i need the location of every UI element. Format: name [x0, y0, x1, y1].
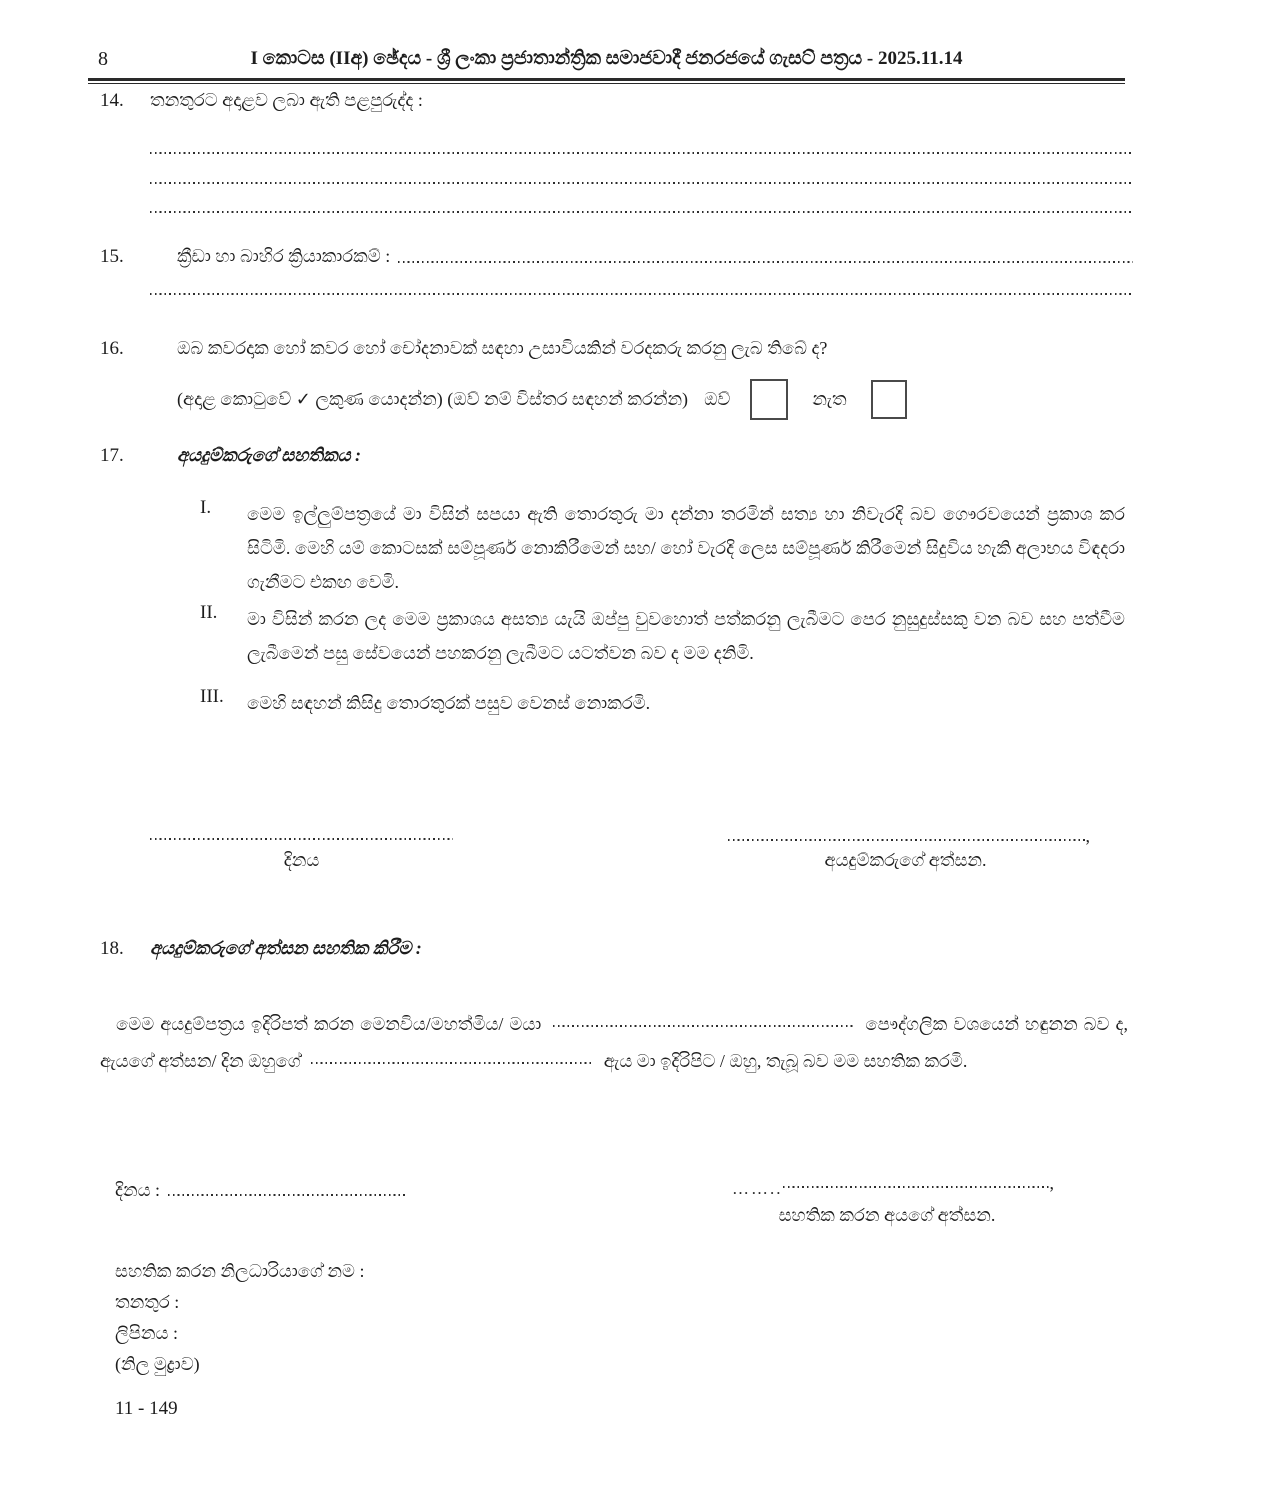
experience-blank-line-3	[150, 211, 1132, 213]
certifier-date-label: දිනය :	[115, 1180, 161, 1200]
clause-i-text: මෙම ඉල්ලුම්පත්‍රයේ මා විසින් සපයා ඇති තොරතුරු මා දන්නා තරමින් සත්‍ය හා නිවැරදි බව ගෞරවයෙන් ප්‍රකාශ කර සිටිමි. මෙහි යම් කොටසක් සම්පූර්ණ නොකිරීමෙන් සහ/ හෝ වැරදි ලෙස සම්පූර්ණ කිරීමෙන් සිදුවිය හැකි අලාභය විඳදරා ගැනීමට එකඟ වෙමි.	[247, 504, 1125, 592]
item-14-number: 14.	[100, 90, 124, 111]
attestation-text-1: මෙම අයදුම්පත්‍රය ඉදිරිපත් කරන මෙනවිය/මහත්මිය/ මයා	[116, 1014, 542, 1034]
item-14	[100, 90, 1135, 112]
certifier-signature-line	[732, 1173, 1054, 1198]
certifier-signature-label: සහතික කරන අයගේ අත්සන.	[778, 1205, 996, 1225]
item-17-number: 17.	[100, 445, 124, 466]
clause-iii	[200, 686, 1125, 720]
attestation-text-2: පෞද්ගලික වශයෙන් හඳුනන බව ද, ඇයගේ අත්සන/ දින ඔහුගේ	[100, 1014, 1128, 1071]
officer-position-label: තනතුර :	[115, 1292, 180, 1312]
clause-i-number: I.	[200, 497, 212, 518]
yes-label: ඔව්	[704, 388, 731, 409]
experience-label: තනතුරට අදාළව ලබා ඇති පළපුරුද්ද :	[150, 90, 423, 110]
certifier-date-row	[115, 1180, 406, 1201]
gazette-code: 11 - 149	[115, 1398, 178, 1419]
no-label: නැත	[812, 388, 847, 409]
item-16	[100, 338, 1135, 360]
applicant-signature-comma: ,	[1085, 826, 1090, 846]
certifier-leader-dots: ……..	[732, 1179, 783, 1198]
tick-instruction: (අදාළ කොටුවේ ✓ ලකුණ යොදන්න) (ඔව් නම් විස්තර සඳහන් කරන්න)	[177, 388, 689, 409]
page-number: 8	[98, 48, 108, 70]
conviction-question: ඔබ කවරදාක හෝ කවර හෝ චෝදනාවක් සඳහා උසාවියකින් වරදකරු කරනු ලැබ තිබේ ද?	[177, 338, 828, 358]
officer-address-label: ලිපිනය :	[115, 1323, 178, 1343]
gazette-title: I කොටස (IIඅ) ඡේදය - ශ්‍රී ලංකා ප්‍රජාතාන්ත්‍රික සමාජවාදී ජනරජයේ ගැසට් පත්‍රය - 2025.11.14	[250, 48, 963, 69]
item-16-number: 16.	[100, 338, 124, 359]
applicant-certification-heading: අයදුම්කරුගේ සහතිකය :	[177, 445, 362, 465]
item-16-answer-row	[177, 378, 907, 420]
officer-name-label: සහතික කරන නිලධාරියාගේ නම :	[115, 1261, 365, 1281]
applicant-date-label: දිනය	[283, 850, 320, 870]
attested-signature-date-blank	[311, 1062, 593, 1064]
attestation-heading: අයදුම්කරුගේ අත්සන සහතික කිරීම :	[150, 938, 422, 958]
clause-ii-number: II.	[200, 602, 218, 623]
sports-blank-inline	[398, 261, 1133, 263]
yes-checkbox[interactable]	[750, 379, 788, 420]
certifier-signature-dots	[783, 1186, 1050, 1188]
sports-blank-line-2	[150, 293, 1132, 295]
clause-ii	[200, 602, 1125, 670]
no-checkbox[interactable]	[871, 380, 907, 419]
experience-blank-line-2	[150, 182, 1132, 184]
clause-i	[200, 497, 1125, 599]
attested-name-blank	[553, 1025, 853, 1027]
clause-iii-text: මෙහි සඳහන් කිසිදු තොරතුරක් පසුව වෙනස් නොකරමි.	[247, 693, 651, 713]
certifier-date-blank	[168, 1194, 406, 1196]
item-17	[100, 445, 1135, 467]
official-seal-label: (නිල මුද්‍රාව)	[115, 1354, 200, 1374]
applicant-signature-dots	[728, 839, 1086, 841]
attestation-paragraph	[100, 1006, 1128, 1080]
applicant-signature-label: අයදුම්කරුගේ අත්සන.	[824, 850, 987, 870]
applicant-signature-line	[728, 826, 1090, 847]
clause-ii-text: මා විසින් කරන ලද මෙම ප්‍රකාශය අසත්‍ය යැයි ඔප්පු වුවහොත් පත්කරනු ලැබීමට පෙර නුසුදුස්සකු වන බව සහ පත්වීම ලැබීමෙන් පසු සේවයෙන් පහකරනු ලැබීමට යටත්වන බව ද මම දනිමි.	[247, 609, 1125, 663]
experience-blank-line-1	[150, 152, 1132, 154]
page-header	[88, 46, 1125, 84]
header-rule	[88, 78, 1125, 84]
item-15-number: 15.	[100, 246, 124, 267]
certifier-signature-comma: ,	[1049, 1173, 1054, 1193]
sports-activities-label: ක්‍රීඩා හා බාහිර ක්‍රියාකාරකම් :	[177, 246, 391, 266]
item-15	[100, 246, 1135, 268]
item-18-number: 18.	[100, 938, 124, 959]
certifying-officer-block	[115, 1256, 364, 1380]
clause-iii-number: III.	[200, 686, 224, 707]
item-18	[100, 938, 1135, 960]
applicant-date-line	[150, 838, 453, 840]
attestation-text-3: ඇය මා ඉදිරිපිට / ඔහු, තැබූ බව මම සහතික කරමි.	[603, 1051, 968, 1071]
